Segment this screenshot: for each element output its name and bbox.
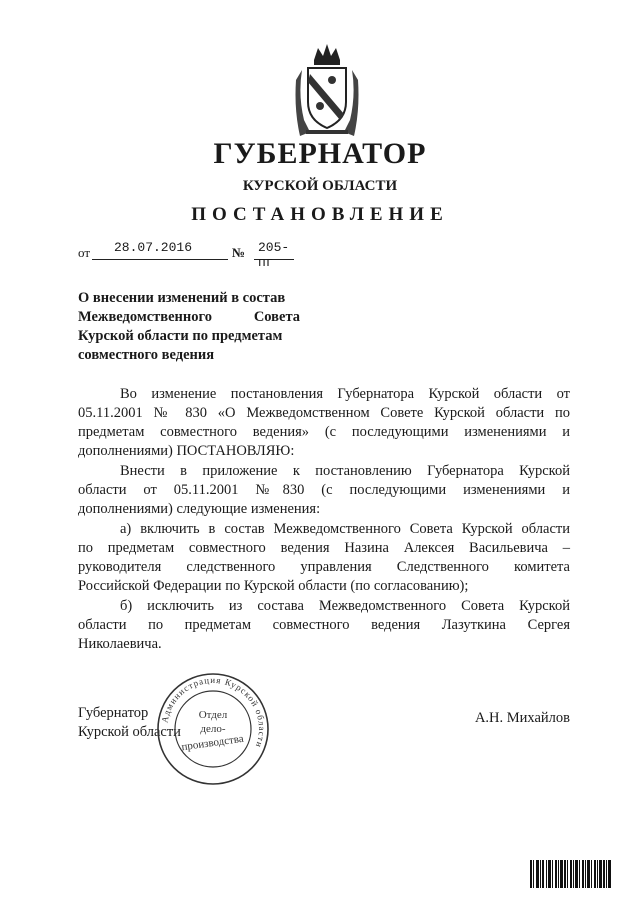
document-type: ПОСТАНОВЛЕНИЕ <box>191 204 449 225</box>
subject-line: Курской области по предметам <box>78 328 283 344</box>
body-item-b <box>78 597 570 654</box>
body-paragraph-preamble <box>78 385 570 461</box>
paragraph-line: Российской Федерации по Курской области (по согласованию); <box>78 578 469 594</box>
paragraph-line: Во изменение постановления Губернатора Курской области от <box>120 386 570 402</box>
body-item-a <box>78 520 570 596</box>
signatory-name: А.Н. Михайлов <box>474 710 570 726</box>
paragraph-line: Николаевича. <box>78 636 162 652</box>
body-paragraph-decree <box>78 462 570 519</box>
subject-line: О внесении изменений в состав <box>78 290 286 306</box>
document-number: 205-пг <box>258 240 290 270</box>
number-label: № <box>232 245 246 260</box>
subject-line: Совета <box>253 309 300 325</box>
paragraph-line: области от 05.11.2001 №830 (с последующими изменениями и <box>78 482 570 498</box>
barcode-image <box>530 860 612 888</box>
paragraph-line: по предметам совместного ведения Назина Алексея Васильевича – <box>78 540 570 556</box>
paragraph-line: 05.11.2001 № 830 «О Межведомственном Совете Курской области по <box>78 405 570 421</box>
signatory-position-line: Губернатор <box>78 705 149 721</box>
paragraph-line: Внести в приложение к постановлению Губернатора Курской <box>120 463 570 479</box>
region-subtitle: КУРСКОЙ ОБЛАСТИ <box>242 178 398 194</box>
paragraph-line: предметам совместного ведения» (с последующими изменениями и <box>78 424 570 440</box>
subject-line: Межведомственного <box>78 309 212 325</box>
page-title: ГУБЕРНАТОР <box>213 137 427 170</box>
paragraph-line: дополнениями) ПОСТАНОВЛЯЮ: <box>78 443 295 459</box>
office-stamp <box>152 672 274 787</box>
paragraph-line: дополнениями) следующие изменения: <box>78 501 321 517</box>
signatory-position-line: Курской области <box>78 724 181 740</box>
date-label: от <box>78 245 91 260</box>
svg-text:Администрация Курской области: Администрация Курской области <box>159 674 268 750</box>
document-subject <box>78 289 300 365</box>
coat-of-arms-emblem <box>292 40 362 140</box>
date-underline <box>92 259 228 260</box>
paragraph-line: области по предметам совместного ведения Лазуткина Сергея <box>78 617 570 633</box>
svg-text:дело-: дело- <box>200 723 226 735</box>
paragraph-line: руководителя следственного управления Следственного комитета <box>78 559 570 575</box>
subject-line: совместного ведения <box>78 347 215 363</box>
svg-text:Отдел: Отдел <box>198 709 228 721</box>
document-date: 28.07.2016 <box>114 240 193 255</box>
svg-text:производства: производства <box>180 732 245 754</box>
paragraph-line: б) исключить из состава Межведомственного Совета Курской <box>120 598 570 614</box>
paragraph-line: а) включить в состав Межведомственного Совета Курской области <box>120 521 570 537</box>
